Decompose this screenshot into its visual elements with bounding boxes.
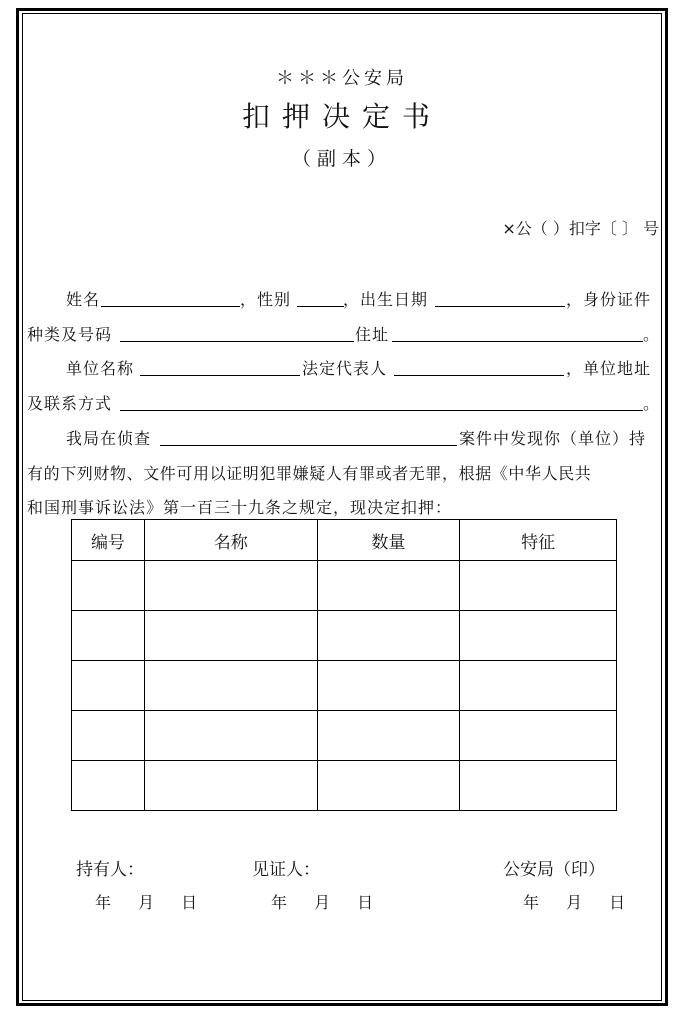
table-row: [72, 711, 617, 761]
table-row: [72, 761, 617, 811]
address-field[interactable]: [392, 341, 643, 342]
header-number: 编号: [72, 520, 145, 561]
header-feature: 特征: [460, 520, 617, 561]
contact-field[interactable]: [120, 410, 643, 411]
copy-note: （副本）: [291, 148, 392, 170]
period: 。: [643, 325, 661, 344]
table-cell[interactable]: [72, 711, 145, 761]
body-text-line: 有的下列财物、文件可用以证明犯罪嫌疑人有罪或者无罪，根据《中华人民共: [27, 464, 592, 483]
unit-name-label: 单位名称: [66, 359, 135, 378]
seal-date: 年 月 日: [523, 893, 626, 912]
id-doc-label: ，身份证件: [566, 290, 652, 309]
seal-label: 公安局（印）: [503, 860, 605, 880]
birth-date-field[interactable]: [435, 306, 565, 307]
table-cell[interactable]: [460, 661, 617, 711]
investigating-label: 我局在侦查: [66, 429, 152, 448]
period: 。: [643, 394, 661, 413]
id-type-label: 种类及号码: [27, 325, 113, 344]
unit-name-field[interactable]: [140, 375, 300, 376]
address-label: 住址: [355, 325, 390, 344]
name-field[interactable]: [101, 306, 240, 307]
table-cell[interactable]: [317, 711, 460, 761]
unit-address-label: ，单位地址: [566, 359, 652, 378]
birth-date-label: ，出生日期: [343, 290, 429, 309]
table-cell[interactable]: [144, 611, 317, 661]
holder-date: 年 月 日: [95, 893, 198, 912]
header-name: 名称: [144, 520, 317, 561]
table-cell[interactable]: [144, 711, 317, 761]
table-cell[interactable]: [460, 611, 617, 661]
header-quantity: 数量: [317, 520, 460, 561]
holder-label: 持有人：: [76, 860, 144, 880]
witness-label: 见证人：: [252, 860, 320, 880]
table-cell[interactable]: [72, 561, 145, 611]
table-row: [72, 561, 617, 611]
witness-date: 年 月 日: [271, 893, 374, 912]
table-row: [72, 611, 617, 661]
id-number-field[interactable]: [120, 341, 354, 342]
legal-rep-label: 法定代表人: [302, 359, 388, 378]
table-cell[interactable]: [72, 661, 145, 711]
table-cell[interactable]: [144, 561, 317, 611]
contact-label: 及联系方式: [27, 394, 113, 413]
table-cell[interactable]: [460, 761, 617, 811]
table-cell[interactable]: [144, 761, 317, 811]
table-cell[interactable]: [317, 611, 460, 661]
table-cell[interactable]: [317, 661, 460, 711]
case-name-field[interactable]: [160, 445, 457, 446]
gender-field[interactable]: [297, 306, 344, 307]
seized-items-table: [71, 519, 617, 811]
table-row: [72, 661, 617, 711]
table-header-row: [72, 520, 617, 561]
body-text-line: 和国刑事诉讼法》第一百三十九条之规定，现决定扣押：: [27, 498, 453, 517]
gender-label: ，性别: [240, 290, 292, 309]
table-cell[interactable]: [72, 761, 145, 811]
table-cell[interactable]: [460, 711, 617, 761]
table-cell[interactable]: [317, 561, 460, 611]
table-cell[interactable]: [72, 611, 145, 661]
agency-name: ＊＊＊公安局: [276, 68, 408, 89]
table-cell[interactable]: [460, 561, 617, 611]
table-cell[interactable]: [317, 761, 460, 811]
document-title: 扣押决定书: [241, 100, 442, 133]
case-suffix-text: 案件中发现你（单位）持: [459, 429, 647, 448]
name-label: 姓名: [66, 290, 101, 309]
document-number: ×公（ ）扣字〔 〕 号: [502, 219, 659, 238]
legal-rep-field[interactable]: [394, 375, 564, 376]
table-cell[interactable]: [144, 661, 317, 711]
